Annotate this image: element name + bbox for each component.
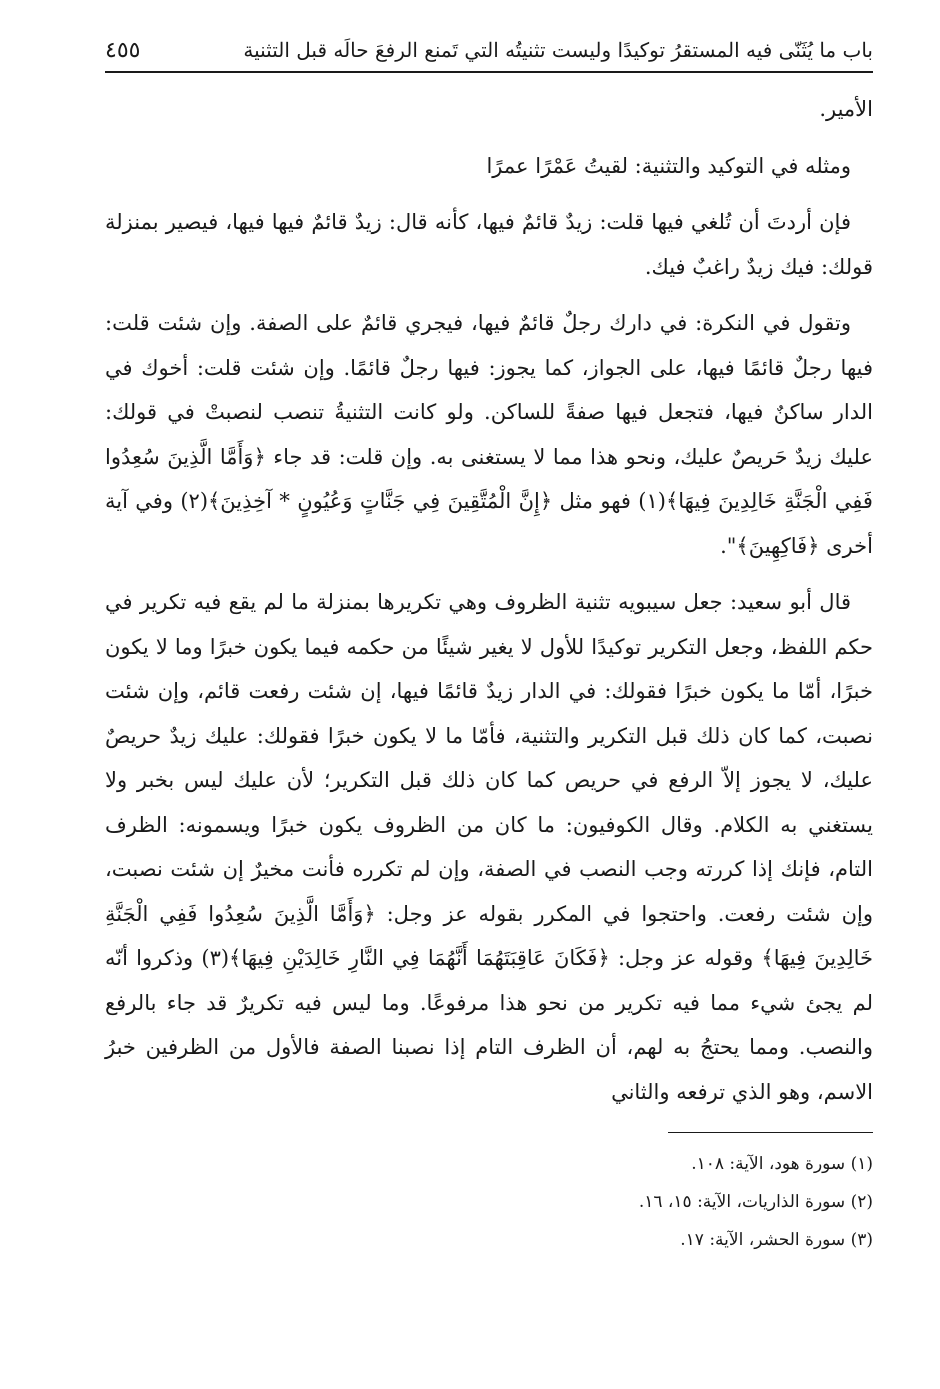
footnote: (٢) سورة الذاريات، الآية: ١٥، ١٦. bbox=[638, 1192, 873, 1212]
paragraph: قال أبو سعيد: جعل سيبويه تثنية الظروف وهي تكريرها بمنزلة ما لم يقع فيه تكرير في حكم اللفظ، وجعل التكرير توكيدًا للأول لا يغير شيئًا من حكمه فيما يكون خبرًا وما لا يكون خبرًا، أمّا ما يكون خبرًا فقولك: في الدار زيدٌ قائمًا فيها، إن شئت رفعت قائم، وإن شئت نصبت، كما كان ذلك قبل التكرير والتثنية، فأمّا ما لا يكون خبرًا فقولك: عليك زيدٌ حريصٌ عليك، لا يجوز إلاّ الرفع في حريص كما كان ذلك قبل التكرير؛ لأن عليك ليس بخبر ولا يستغني به الكلام. وقال الكوفيون: ما كان من الظروف يكون خبرًا ويسمونه: الظرف التام، فإنك إذا كررته وجب النصب في الصفة، وإن لم تكرره فأنت مخيرٌ إن شئت نصبت، وإن شئت رفعت. واحتجوا في المكرر بقوله عز وجل: ﴿وَأَمَّا الَّذِينَ سُعِدُوا فَفِي الْجَنَّةِ خَالِدِينَ فِيهَا﴾ وقوله عز وجل: ﴿فَكَانَ عَاقِبَتَهُمَا أَنَّهُمَا فِي النَّارِ خَالِدَيْنِ فِيهَا﴾(٣) وذكروا أنّه لم يجئ شيء مما فيه تكرير من نحو هذا مرفوعًا. وما ليس فيه تكريرٌ قد جاء بالرفع والنصب. ومما يحتجُ به لهم، أن الظرف التام إذا نصبنا الصفة فالأول من الظرفين خبرُ الاسم، وهو الذي ترفعه والثاني bbox=[105, 590, 873, 1104]
body-text bbox=[105, 87, 873, 1114]
page-number: ٤٥٥ bbox=[105, 38, 141, 63]
paragraph: وتقول في النكرة: في دارك رجلٌ قائمٌ فيها، فيجري قائمٌ على الصفة. وإن شئت قلت: فيها رجلٌ قائمًا فيها، على الجواز، كما يجوز: فيها رجلٌ قائمًا. وإن شئت قلت: أخوك في الدار ساكنٌ فيها، فتجعل فيها صفةً للساكن. ولو كانت التثنيةُ تنصب لنصبتْ في قولك: عليك زيدٌ حَريصٌ عليك، ونحو هذا مما لا يستغنى به. وإن قلت: قد جاء ﴿وَأَمَّا الَّذِينَ سُعِدُوا فَفِي الْجَنَّةِ خَالِدِينَ فِيهَا﴾(١) فهو مثل ﴿إِنَّ الْمُتَّقِينَ فِي جَنَّاتٍ وَعُيُونٍ * آخِذِينَ﴾(٢) وفي آية أخرى ﴿فَاكِهِينَ﴾". bbox=[105, 311, 873, 558]
running-header bbox=[105, 38, 873, 73]
paragraph: فإن أردتَ أن تُلغي فيها قلت: زيدٌ قائمٌ فيها، كأنه قال: زيدٌ قائمٌ فيها فيها، فيصير بمنزلة قولك: فيك زيدٌ راغبٌ فيك. bbox=[105, 210, 873, 279]
footnote-divider bbox=[668, 1132, 873, 1133]
document-page bbox=[105, 38, 873, 1259]
running-title: باب ما يُثَنّى فيه المستقرُ توكيدًا وليست تثنيتُه التي تَمنع الرفعَ حالَه قبل التثنية bbox=[243, 38, 873, 62]
footnotes bbox=[105, 1145, 873, 1259]
footnote: (٣) سورة الحشر، الآية: ١٧. bbox=[680, 1230, 873, 1250]
footnote: (١) سورة هود، الآية: ١٠٨. bbox=[691, 1154, 873, 1174]
paragraph: الأمير. bbox=[819, 97, 873, 121]
paragraph: ومثله في التوكيد والتثنية: لقيتُ عَمْرًا عمرًا bbox=[486, 153, 851, 178]
